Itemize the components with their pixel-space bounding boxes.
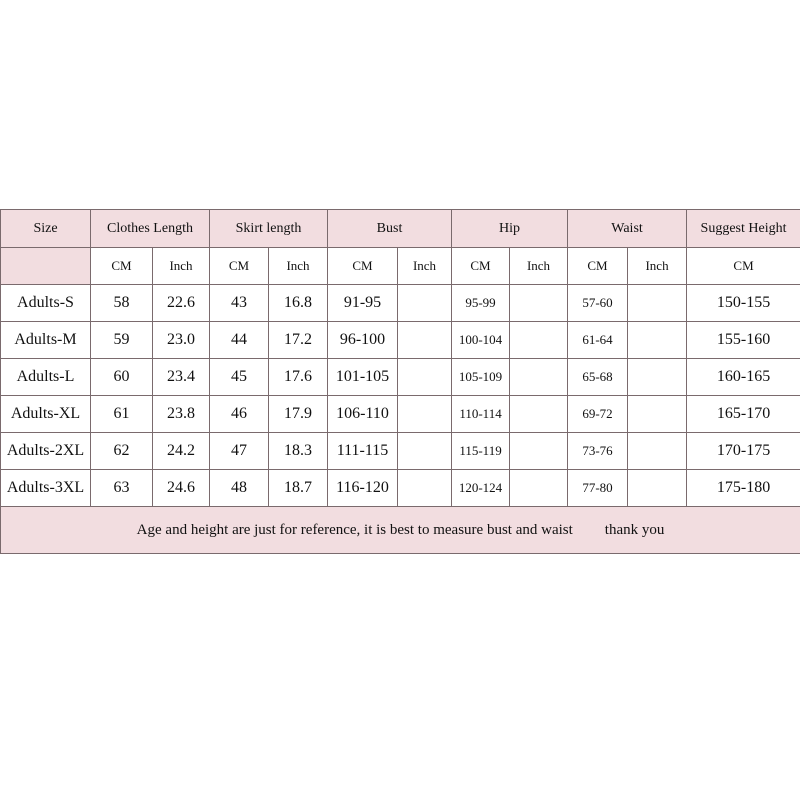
height-cm: 155-160 — [687, 322, 800, 359]
unit-row — [1, 248, 800, 285]
hip-inch — [510, 396, 568, 433]
size-label: Adults-2XL — [1, 433, 91, 470]
bust-inch — [398, 396, 452, 433]
bust-inch — [398, 285, 452, 322]
hip-inch — [510, 433, 568, 470]
table-row — [1, 470, 800, 507]
note-text: Age and height are just for reference, it is best to measure bust and waist — [136, 521, 573, 538]
bust-cm: 116-120 — [328, 470, 398, 507]
clothes-inch: 22.6 — [153, 285, 210, 322]
height-cm: 170-175 — [687, 433, 800, 470]
table-row — [1, 396, 800, 433]
unit-inch: Inch — [510, 248, 568, 285]
hip-inch — [510, 322, 568, 359]
clothes-cm: 63 — [91, 470, 153, 507]
unit-cm: CM — [210, 248, 269, 285]
size-label: Adults-L — [1, 359, 91, 396]
hip-inch — [510, 359, 568, 396]
clothes-inch: 23.8 — [153, 396, 210, 433]
clothes-inch: 24.2 — [153, 433, 210, 470]
unit-cm: CM — [328, 248, 398, 285]
header-skirt-length: Skirt length — [210, 210, 328, 248]
table-row — [1, 433, 800, 470]
bust-cm: 106-110 — [328, 396, 398, 433]
hip-cm: 120-124 — [452, 470, 510, 507]
bust-cm: 91-95 — [328, 285, 398, 322]
waist-cm: 61-64 — [568, 322, 628, 359]
unit-inch: Inch — [153, 248, 210, 285]
header-size: Size — [1, 210, 91, 248]
table-row — [1, 322, 800, 359]
skirt-inch: 18.7 — [269, 470, 328, 507]
size-label: Adults-3XL — [1, 470, 91, 507]
unit-cm: CM — [452, 248, 510, 285]
unit-cm: CM — [91, 248, 153, 285]
unit-inch: Inch — [628, 248, 687, 285]
hip-cm: 100-104 — [452, 322, 510, 359]
skirt-cm: 44 — [210, 322, 269, 359]
waist-inch — [628, 322, 687, 359]
waist-inch — [628, 470, 687, 507]
header-suggest-height: Suggest Height — [687, 210, 800, 248]
hip-cm: 110-114 — [452, 396, 510, 433]
size-label: Adults-M — [1, 322, 91, 359]
size-chart — [0, 209, 800, 554]
unit-blank — [1, 248, 91, 285]
bust-inch — [398, 470, 452, 507]
waist-inch — [628, 433, 687, 470]
size-label: Adults-XL — [1, 396, 91, 433]
skirt-inch: 17.9 — [269, 396, 328, 433]
clothes-cm: 62 — [91, 433, 153, 470]
clothes-cm: 61 — [91, 396, 153, 433]
waist-inch — [628, 396, 687, 433]
note-cell — [1, 507, 800, 554]
skirt-inch: 17.2 — [269, 322, 328, 359]
waist-inch — [628, 359, 687, 396]
waist-cm: 65-68 — [568, 359, 628, 396]
clothes-inch: 23.4 — [153, 359, 210, 396]
hip-cm: 115-119 — [452, 433, 510, 470]
clothes-cm: 59 — [91, 322, 153, 359]
bust-inch — [398, 322, 452, 359]
height-cm: 165-170 — [687, 396, 800, 433]
skirt-cm: 46 — [210, 396, 269, 433]
clothes-inch: 24.6 — [153, 470, 210, 507]
hip-cm: 105-109 — [452, 359, 510, 396]
clothes-inch: 23.0 — [153, 322, 210, 359]
unit-cm: CM — [568, 248, 628, 285]
skirt-inch: 18.3 — [269, 433, 328, 470]
note-row — [1, 507, 800, 554]
bust-cm: 96-100 — [328, 322, 398, 359]
height-cm: 150-155 — [687, 285, 800, 322]
bust-inch — [398, 433, 452, 470]
bust-cm: 101-105 — [328, 359, 398, 396]
skirt-cm: 48 — [210, 470, 269, 507]
header-bust: Bust — [328, 210, 452, 248]
hip-inch — [510, 285, 568, 322]
table-row — [1, 359, 800, 396]
clothes-cm: 58 — [91, 285, 153, 322]
skirt-inch: 17.6 — [269, 359, 328, 396]
header-hip: Hip — [452, 210, 568, 248]
height-cm: 175-180 — [687, 470, 800, 507]
table-row — [1, 285, 800, 322]
clothes-cm: 60 — [91, 359, 153, 396]
height-cm: 160-165 — [687, 359, 800, 396]
header-waist: Waist — [568, 210, 687, 248]
skirt-cm: 43 — [210, 285, 269, 322]
note-thanks: thank you — [604, 521, 665, 538]
skirt-inch: 16.8 — [269, 285, 328, 322]
bust-inch — [398, 359, 452, 396]
waist-cm: 57-60 — [568, 285, 628, 322]
size-table — [0, 209, 800, 554]
waist-cm: 69-72 — [568, 396, 628, 433]
waist-cm: 73-76 — [568, 433, 628, 470]
waist-inch — [628, 285, 687, 322]
header-clothes-length: Clothes Length — [91, 210, 210, 248]
skirt-cm: 47 — [210, 433, 269, 470]
skirt-cm: 45 — [210, 359, 269, 396]
waist-cm: 77-80 — [568, 470, 628, 507]
header-row — [1, 210, 800, 248]
hip-inch — [510, 470, 568, 507]
bust-cm: 111-115 — [328, 433, 398, 470]
unit-inch: Inch — [398, 248, 452, 285]
hip-cm: 95-99 — [452, 285, 510, 322]
unit-inch: Inch — [269, 248, 328, 285]
size-label: Adults-S — [1, 285, 91, 322]
unit-cm: CM — [687, 248, 800, 285]
